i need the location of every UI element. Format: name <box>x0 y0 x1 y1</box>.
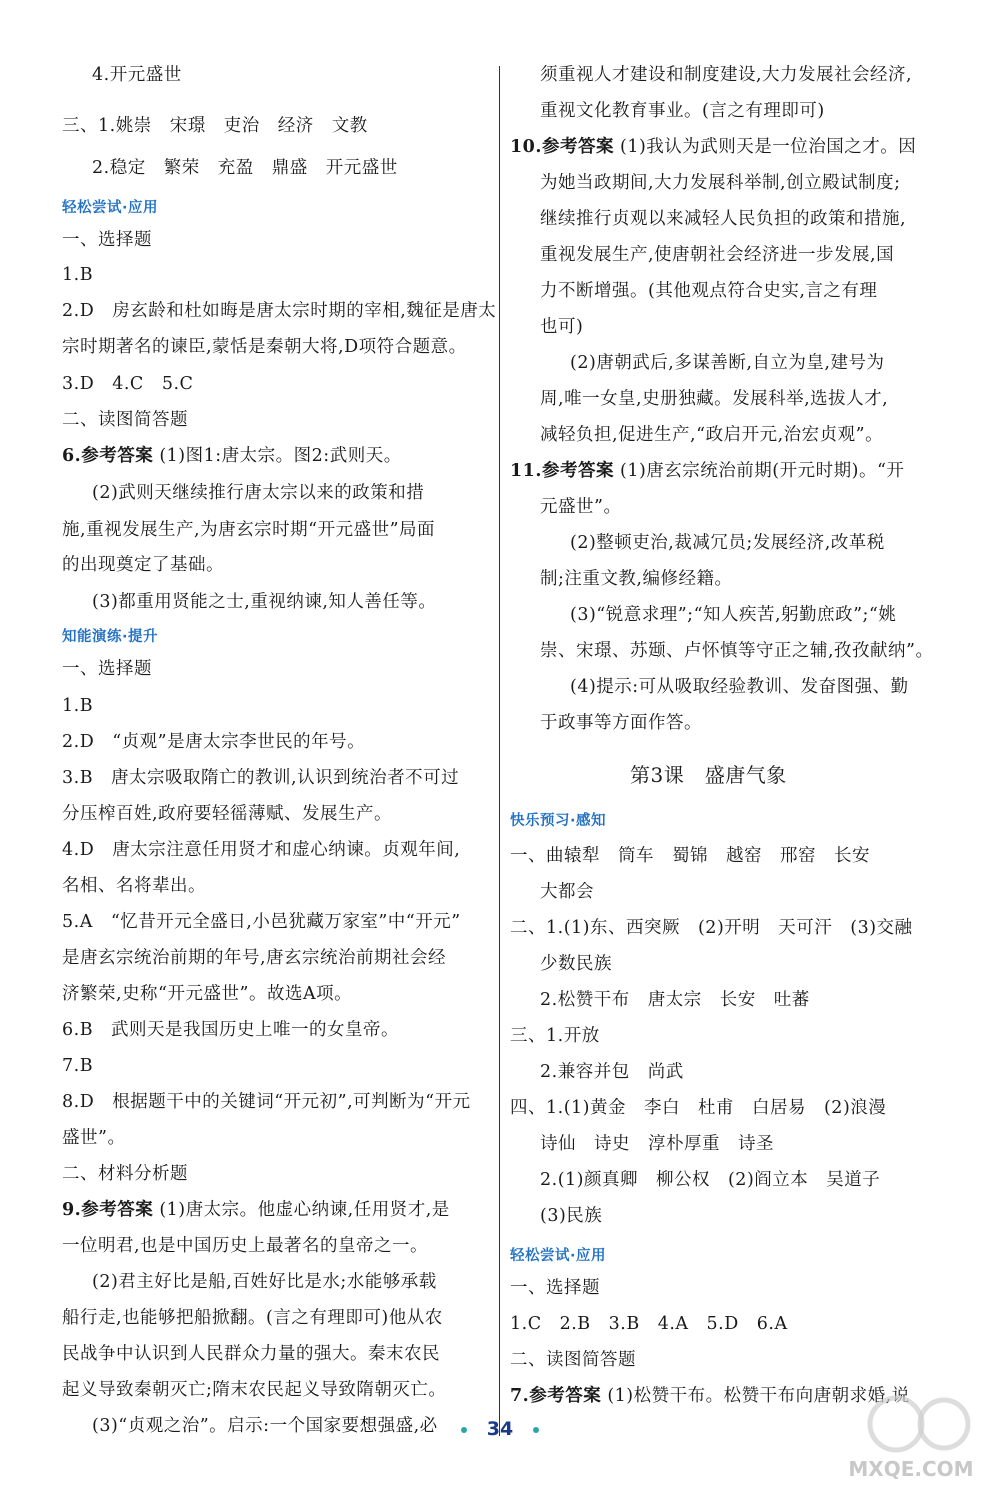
watermark-text: MXQE.COM <box>848 1457 974 1481</box>
left-line-19: 3.B 唐太宗吸取隋亡的教训,认识到统治者不可过 <box>62 768 460 788</box>
left-line-34: 船行走,也能够把船掀翻。(言之有理即可)他从农 <box>62 1308 443 1328</box>
left-line-24: 是唐玄宗统治前期的年号,唐玄宗统治前期社会经 <box>62 948 447 968</box>
left-line-25: 济繁荣,史称“开元盛世”。故选A项。 <box>62 984 353 1004</box>
left-line-21: 4.D 唐太宗注意任用贤才和虚心纳谏。贞观年间, <box>62 840 461 860</box>
left-line-18: 2.D “贞观”是唐太宗李世民的年号。 <box>62 732 366 752</box>
left-line-30: 二、材料分析题 <box>62 1164 188 1184</box>
right-line-12: 元盛世”。 <box>540 497 622 517</box>
answer-label: 10.参考答案 <box>510 137 614 157</box>
left-line-27: 7.B <box>62 1056 94 1076</box>
right-line-34: 1.C 2.B 3.B 4.A 5.D 6.A <box>510 1314 788 1334</box>
left-line-17: 1.B <box>62 696 94 716</box>
right-line-33: 一、选择题 <box>510 1278 600 1298</box>
page-dot-left <box>461 1427 467 1433</box>
right-line-10: 减轻负担,促进生产,“政启开元,治宏贞观”。 <box>540 425 884 445</box>
answer-label: 7.参考答案 <box>510 1386 602 1406</box>
left-line-2: 2.稳定 繁荣 充盈 鼎盛 开元盛世 <box>92 158 398 178</box>
right-line-3: 为她当政期间,大力发展科举制,创立殿试制度; <box>540 173 901 193</box>
right-line-25: 2.松赞干布 唐太宗 长安 吐蕃 <box>540 990 810 1010</box>
left-line-22: 名相、名将辈出。 <box>62 876 206 896</box>
answer-label: 9.参考答案 <box>62 1200 154 1220</box>
right-line-18: 于政事等方面作答。 <box>540 713 702 733</box>
left-line-8: 3.D 4.C 5.C <box>62 374 194 394</box>
answer-label: 6.参考答案 <box>62 446 154 466</box>
right-line-24: 少数民族 <box>540 954 612 974</box>
left-line-37: (3)“贞观之治”。启示:一个国家要想强盛,必 <box>92 1416 438 1436</box>
right-line-13: (2)整顿吏治,裁减冗员;发展经济,改革税 <box>570 533 885 553</box>
right-line-5: 重视发展生产,使唐朝社会经济进一步发展,国 <box>540 245 895 265</box>
right-line-4: 继续推行贞观以来减轻人民负担的政策和措施, <box>540 209 907 229</box>
left-line-26: 6.B 武则天是我国历史上唯一的女皇帝。 <box>62 1020 400 1040</box>
right-line-9: 周,唯一女皇,史册独藏。发展科举,选拔人才, <box>540 389 889 409</box>
right-line-1: 重视文化教育事业。(言之有理即可) <box>540 101 825 121</box>
right-line-22: 大都会 <box>540 882 594 902</box>
left-line-31: 9.参考答案 (1)唐太宗。他虚心纳谏,任用贤才,是 <box>62 1200 450 1220</box>
left-line-11: (2)武则天继续推行唐太宗以来的政策和措 <box>92 483 425 503</box>
right-line-30: 2.(1)颜真卿 柳公权 (2)阎立本 吴道子 <box>540 1170 881 1190</box>
right-line-28: 四、1.(1)黄金 李白 杜甫 白居易 (2)浪漫 <box>510 1098 887 1118</box>
right-line-21: 一、曲辕犁 筒车 蜀锦 越窑 邢窑 长安 <box>510 846 870 866</box>
left-line-6: 2.D 房玄龄和杜如晦是唐太宗时期的宰相,魏征是唐太 <box>62 301 497 321</box>
right-line-27: 2.兼容并包 尚武 <box>540 1062 684 1082</box>
column-divider <box>499 66 500 1436</box>
left-line-4: 一、选择题 <box>62 230 152 250</box>
left-line-29: 盛世”。 <box>62 1128 126 1148</box>
left-line-3: 轻松尝试·应用 <box>62 200 159 216</box>
right-line-26: 三、1.开放 <box>510 1026 600 1046</box>
left-line-15: 知能演练·提升 <box>62 629 159 645</box>
right-line-11: 11.参考答案 (1)唐玄宗统治前期(开元时期)。“开 <box>510 461 905 481</box>
right-line-7: 也可) <box>540 317 584 337</box>
page-number-text: 34 <box>486 1418 514 1440</box>
right-line-2: 10.参考答案 (1)我认为武则天是一位治国之才。因 <box>510 137 917 157</box>
page-dot-right <box>533 1427 539 1433</box>
left-line-12: 施,重视发展生产,为唐玄宗时期“开元盛世”局面 <box>62 520 436 540</box>
left-line-10: 6.参考答案 (1)图1:唐太宗。图2:武则天。 <box>62 446 402 466</box>
left-line-28: 8.D 根据题干中的关键词“开元初”,可判断为“开元 <box>62 1092 471 1112</box>
left-line-13: 的出现奠定了基础。 <box>62 555 224 575</box>
left-line-7: 宗时期著名的谏臣,蒙恬是秦朝大将,D项符合题意。 <box>62 337 467 357</box>
left-line-5: 1.B <box>62 265 94 285</box>
right-line-31: (3)民族 <box>540 1206 603 1226</box>
right-line-14: 制;注重文教,编修经籍。 <box>540 569 733 589</box>
right-line-23: 二、1.(1)东、西突厥 (2)开明 天可汗 (3)交融 <box>510 918 913 938</box>
right-line-15: (3)“锐意求理”;“知人疾苦,躬勤庶政”;“姚 <box>570 605 897 625</box>
right-line-29: 诗仙 诗史 淳朴厚重 诗圣 <box>540 1134 774 1154</box>
right-line-16: 崇、宋璟、苏颋、卢怀慎等守正之辅,孜孜献纳”。 <box>540 641 934 661</box>
answer-label: 11.参考答案 <box>510 461 614 481</box>
left-line-14: (3)都重用贤能之士,重视纳谏,知人善任等。 <box>92 592 437 612</box>
right-line-35: 二、读图简答题 <box>510 1350 636 1370</box>
right-line-32: 轻松尝试·应用 <box>510 1248 607 1264</box>
watermark-logo <box>836 1386 986 1486</box>
left-line-16: 一、选择题 <box>62 659 152 679</box>
left-line-20: 分压榨百姓,政府要轻徭薄赋、发展生产。 <box>62 804 393 824</box>
right-line-17: (4)提示:可从吸取经验教训、发奋图强、勤 <box>570 677 909 697</box>
right-line-36: 7.参考答案 (1)松赞干布。松赞干布向唐朝求婚,说 <box>510 1386 910 1406</box>
left-line-0: 4.开元盛世 <box>92 65 182 85</box>
right-line-6: 力不断增强。(其他观点符合史实,言之有理 <box>540 281 878 301</box>
left-line-23: 5.A “忆昔开元全盛日,小邑犹藏万家室”中“开元” <box>62 912 461 932</box>
left-line-36: 起义导致秦朝灭亡;隋末农民起义导致隋朝灭亡。 <box>62 1380 447 1400</box>
left-line-35: 民战争中认识到人民群众力量的强大。秦末农民 <box>62 1344 440 1364</box>
right-line-8: (2)唐朝武后,多谋善断,自立为皇,建号为 <box>570 353 885 373</box>
right-line-0: 须重视人才建设和制度建设,大力发展社会经济, <box>540 65 913 85</box>
left-line-1: 三、1.姚崇 宋璟 吏治 经济 文教 <box>62 116 368 136</box>
left-line-33: (2)君主好比是船,百姓好比是水;水能够承载 <box>92 1272 437 1292</box>
right-line-19: 第3课 盛唐气象 <box>630 763 787 787</box>
left-line-9: 二、读图简答题 <box>62 410 188 430</box>
right-line-20: 快乐预习·感知 <box>510 813 607 829</box>
left-line-32: 一位明君,也是中国历史上最著名的皇帝之一。 <box>62 1236 429 1256</box>
